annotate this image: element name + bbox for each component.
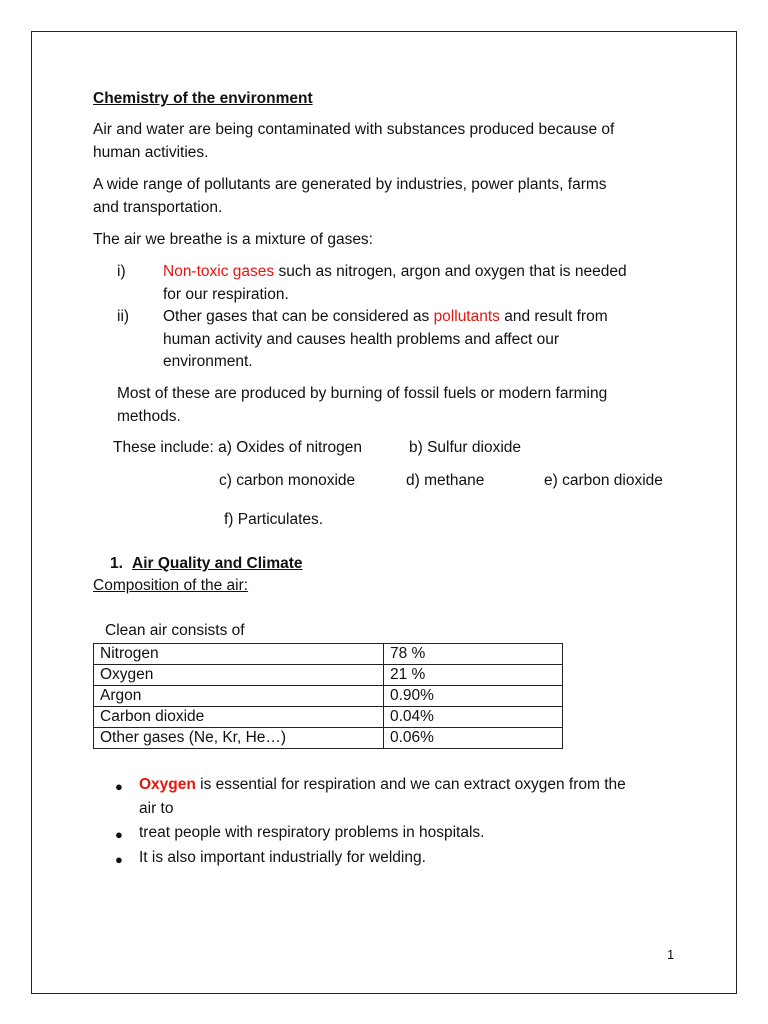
list-item-2-pre: Other gases that can be considered as — [163, 308, 434, 325]
bullet-2: treat people with respiratory problems in hospitals. — [139, 824, 485, 841]
includes-d: d) methane — [406, 472, 485, 489]
paragraph-3: The air we breathe is a mixture of gases: — [93, 231, 373, 248]
list-item-2-cont: human activity and causes health problems and affect our — [163, 331, 560, 348]
list-item-1-cont: for our respiration. — [163, 286, 289, 303]
includes-f: f) Particulates. — [224, 511, 324, 528]
section-title: Air Quality and Climate — [132, 555, 303, 572]
section-number: 1. — [110, 555, 123, 572]
highlight-oxygen: Oxygen — [139, 776, 196, 793]
bullet-icon: ● — [115, 852, 123, 867]
gas-cell: Other gases (Ne, Kr, He…) — [94, 728, 384, 749]
includes-c: c) carbon monoxide — [219, 472, 356, 489]
bullet-1-text: is essential for respiration and we can extract oxygen from the — [195, 776, 626, 793]
highlight-non-toxic: Non-toxic gases — [163, 263, 275, 280]
value-cell: 78 % — [384, 644, 563, 665]
table-row — [94, 644, 563, 665]
gas-cell: Oxygen — [94, 665, 384, 686]
gas-cell: Argon — [94, 686, 384, 707]
paragraph-1: Air and water are being contaminated with substances produced because of — [93, 121, 615, 138]
bullet-3: It is also important industrially for welding. — [139, 849, 426, 866]
paragraph-4-cont: methods. — [117, 408, 181, 425]
bullet-1-cont: air to — [139, 800, 174, 817]
paragraph-1-cont: human activities. — [93, 144, 209, 161]
composition-heading: Composition of the air: — [93, 577, 249, 594]
value-cell: 21 % — [384, 665, 563, 686]
paragraph-2-cont: and transportation. — [93, 199, 223, 216]
table-row — [94, 665, 563, 686]
bullet-icon: ● — [115, 779, 123, 794]
list-marker-i: i) — [117, 263, 126, 280]
paragraph-2: A wide range of pollutants are generated by industries, power plants, farms — [93, 176, 607, 193]
includes-b: b) Sulfur dioxide — [409, 439, 522, 456]
table-row — [94, 686, 563, 707]
clean-air-caption: Clean air consists of — [105, 622, 245, 639]
list-item-1 — [163, 263, 627, 281]
list-item-2-post: and result from — [499, 308, 608, 325]
value-cell: 0.06% — [384, 728, 563, 749]
bullet-1 — [139, 776, 626, 794]
list-item-2-cont2: environment. — [163, 353, 253, 370]
table-row — [94, 728, 563, 749]
includes-e: e) carbon dioxide — [544, 472, 663, 489]
highlight-pollutants: pollutants — [433, 308, 500, 325]
includes-a: These include: a) Oxides of nitrogen — [113, 439, 362, 456]
table-row — [94, 707, 563, 728]
page-number: 1 — [667, 947, 675, 962]
air-composition-table — [93, 643, 563, 749]
gas-cell: Carbon dioxide — [94, 707, 384, 728]
page-title: Chemistry of the environment — [93, 90, 313, 107]
bullet-icon: ● — [115, 827, 123, 842]
list-item-2 — [163, 308, 608, 326]
list-marker-ii: ii) — [117, 308, 130, 325]
paragraph-4: Most of these are produced by burning of fossil fuels or modern farming — [117, 385, 608, 402]
value-cell: 0.04% — [384, 707, 563, 728]
gas-cell: Nitrogen — [94, 644, 384, 665]
value-cell: 0.90% — [384, 686, 563, 707]
list-item-1-text: such as nitrogen, argon and oxygen that is needed — [274, 263, 627, 280]
